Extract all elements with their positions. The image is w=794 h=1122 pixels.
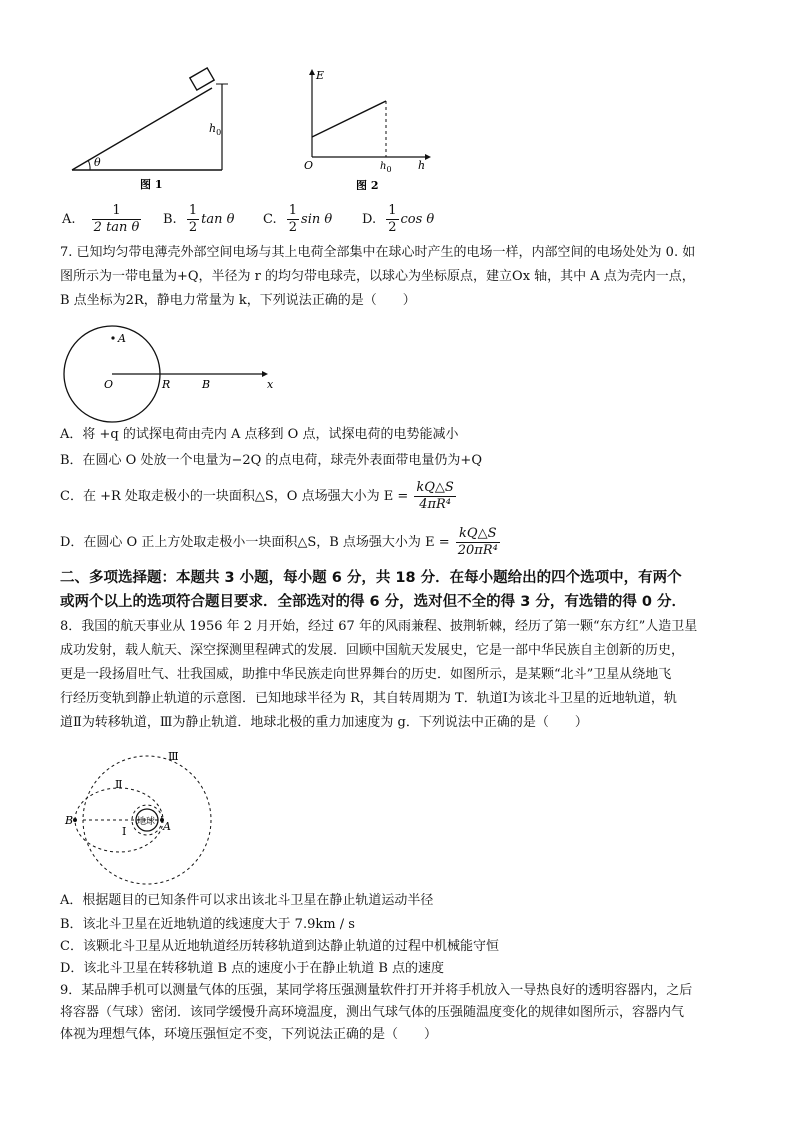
axis-h-label: h: [418, 159, 426, 172]
orbit-III-label: Ⅲ: [168, 750, 179, 763]
axis-E-label: E: [316, 69, 325, 82]
section-2-heading-line-1: 二、多项选择题：本题共 3 小题，每小题 6 分，共 18 分．在每小题给出的四个选项中，有两个: [60, 570, 682, 586]
q8-option-b[interactable]: B．该北斗卫星在近地轨道的线速度大于 7.9km / s: [60, 917, 355, 932]
q7-option-d[interactable]: D．在圆心 O 正上方处取走极小一块面积△S，B 点场强大小为 E = $\frac{kQ\triangle S}{\text{20πR⁴}}$: [60, 526, 498, 558]
orbit-II-label: Ⅱ: [115, 778, 123, 791]
q7-option-b[interactable]: B．在圆心 O 处放一个电量为−2Q 的点电荷，球壳外表面带电量仍为+Q: [60, 453, 482, 468]
origin-label: O: [304, 159, 314, 172]
q6-option-b[interactable]: B. $\frac{1}{2}$ tan θ: [163, 203, 235, 235]
q8-stem-line-1: 8．我国的航天事业从 1956 年 2 月开始，经过 67 年的风雨兼程、披荆斩棘，经历了第一颗“东方红”人造卫星: [60, 619, 698, 634]
q6-option-a[interactable]: A. $\frac{1}{\text{2 tan θ}}$: [62, 203, 140, 235]
axis-x-label: x: [267, 378, 274, 391]
h0-tick-label: $h_0$: [380, 161, 392, 174]
q7-stem-line-2: 图所示为一带电量为+Q，半径为 r 的均匀带电球壳，以球心为坐标原点，建立Ox 轴，其中 A 点为壳内一点，: [60, 269, 695, 284]
origin-O-label: O: [104, 378, 114, 391]
q7-figure-sphere: [60, 318, 290, 428]
q7-stem-line-1: 7. 已知均匀带电薄壳外部空间电场与其上电荷全部集中在球心时产生的电场一样，内部空间的电场处处为 0. 如: [60, 245, 696, 260]
section-2-heading-line-2: 或两个以上的选项符合题目要求．全部选对的得 6 分，选对但不全的得 3 分，有选错的得 0 分．: [60, 594, 687, 610]
q8-stem-line-3: 更是一段扬眉吐气、壮我国威，助推中华民族走向世界舞台的历史．如图所示，是某颗“北斗”卫星从绕地飞: [60, 667, 672, 682]
point-A-label: A: [118, 332, 126, 345]
figure-1-incline: [60, 60, 240, 195]
point-B-label: B: [202, 378, 211, 391]
q8-stem-line-4: 行经历变轨到静止轨道的示意图．已知地球半径为 R，其自转周期为 T．轨道Ⅰ为该北斗卫星的近地轨道，轨: [60, 691, 677, 706]
point-R-label: R: [162, 378, 171, 391]
q9-stem-line-1: 9．某品牌手机可以测量气体的压强，某同学将压强测量软件打开并将手机放入一导热良好的透明容器内，之后: [60, 983, 693, 998]
fig2-caption: 图 2: [356, 179, 379, 190]
q9-stem-line-2: 将容器（气球）密闭．该同学缓慢升高环境温度，测出气球气体的压强随温度变化的规律如图所示，容器内气: [60, 1005, 685, 1020]
q8-figure-orbits: [60, 748, 250, 888]
q8-option-c[interactable]: C．该颗北斗卫星从近地轨道经历转移轨道到达静止轨道的过程中机械能守恒: [60, 939, 499, 954]
q6-option-c[interactable]: C. $\frac{1}{2}$ sin θ: [263, 203, 333, 235]
orbit-I-label: Ⅰ: [122, 825, 127, 838]
q7-option-a[interactable]: A．将 +q 的试探电荷由壳内 A 点移到 O 点，试探电荷的电势能减小: [60, 427, 459, 442]
q8-option-d[interactable]: D．该北斗卫星在转移轨道 B 点的速度小于在静止轨道 B 点的速度: [60, 961, 445, 976]
h0-label: $h_0$: [209, 122, 222, 137]
q9-stem-line-3: 体视为理想气体，环境压强恒定不变，下列说法正确的是（ ）: [60, 1027, 438, 1042]
q8-option-a[interactable]: A．根据题目的已知条件可以求出该北斗卫星在静止轨道运动半径: [60, 893, 434, 908]
earth-label: 地球: [137, 817, 156, 827]
point-B-label: B: [65, 814, 74, 827]
figure-2-graph: [300, 65, 440, 190]
q8-stem-line-5: 道Ⅱ为转移轨道，Ⅲ为静止轨道．地球北极的重力加速度为 g．下列说法中正确的是（ ）: [60, 715, 588, 730]
q6-option-d[interactable]: D. $\frac{1}{2}$ cos θ: [362, 203, 435, 235]
fig1-caption: 图 1: [140, 178, 163, 191]
point-A-label: A: [163, 820, 171, 833]
q7-stem-line-3: B 点坐标为2R，静电力常量为 k，下列说法正确的是（ ）: [60, 293, 416, 308]
q7-option-c[interactable]: C．在 +R 处取走极小的一块面积△S，O 点场强大小为 E = $\frac{kQ\triangle S}{\text{4πR⁴}}$: [60, 480, 454, 512]
theta-label: θ: [94, 156, 101, 169]
q8-stem-line-2: 成功发射，载人航天、深空探测里程碑式的发展．回顾中国航天发展史，它是一部中华民族自主创新的历史，: [60, 643, 685, 658]
